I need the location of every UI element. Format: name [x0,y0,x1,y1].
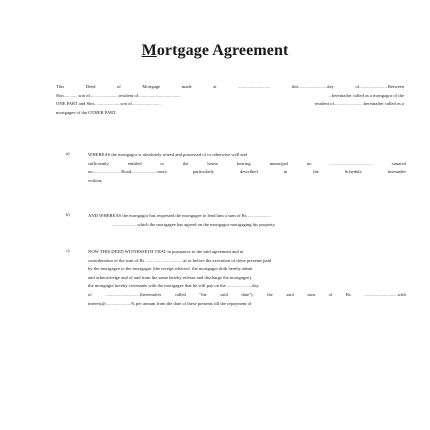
clause-a [88,151,406,185]
clause-line [88,282,406,291]
text-segment: NOW THIS DEED WITNESSETH THAT in pursuance to the said agreement and in [88,249,244,254]
text-segment: Shri.............son of.........................resident of..................................... [56,92,181,98]
text-segment: ......................which the mortgagee has agreed on the mortgagor mortgaging his property. [112,221,276,227]
word: sufficiently [88,160,109,166]
word: municipal [269,160,288,166]
word: ..................................... [330,160,373,166]
clause-a-number: a) [66,151,70,156]
document-title [0,42,430,60]
word: described [240,169,258,175]
clause-line [88,257,406,266]
intro-line [56,92,404,101]
word: on.........................Road.......................more [88,169,167,175]
word: ............................ [238,84,271,89]
intro-line [56,83,404,92]
word: of.........................Between [355,84,404,89]
word: situated [391,160,406,166]
word: of [328,291,333,297]
text-segment: ...hereinafter called as a mortgagor of the [328,92,404,98]
word: of [116,84,121,89]
word: hereunder [387,169,406,175]
text-segment: AND WHEREAS the mortgagor has requested the mortgagee to lend him a sum of Rs .................... [88,213,271,218]
word: in [283,169,288,175]
clause-line [88,168,406,177]
text-segment: resident of..........................hereinafter called as a [314,101,404,107]
clause-line [88,274,406,283]
clause-line [88,300,406,309]
clause-line [88,248,406,257]
word: at [213,84,217,89]
word: Schedule [344,169,362,175]
clause-line [88,151,406,160]
clause-c [88,248,406,308]
word: made [181,84,192,89]
clause-line [88,212,406,221]
word: no [306,160,312,166]
clause-b [88,212,406,229]
clause-line [88,265,406,274]
text-segment: mortgagee of the OTHER PART. [56,109,117,115]
clause-line [88,221,406,230]
clause-c-number: c) [66,248,70,253]
text-segment: consideration of the sum of Rs .................................at or before the execution of these presents paid [88,257,272,263]
text-segment: WHEREAS the mortgagor is absolutely seized and possessed of or otherwise well and [88,152,247,157]
word: "the [199,291,207,297]
word: the [313,169,319,175]
word: the [182,160,189,166]
word: the [267,291,273,297]
word: Mortgage [142,84,161,89]
word: ..............................(hereinafter [105,291,162,297]
word: of [88,291,92,297]
word: particularly [192,169,215,175]
text-segment: and acknowledge and of and from the same hereby release and discharge the mortgagee), [88,274,252,280]
word: said [220,291,228,297]
word: to [160,160,164,166]
title-rest: ortgage Agreement [156,42,289,59]
word: sum [307,291,315,297]
word: this.........................day [291,84,334,89]
word: bearing [236,160,251,166]
word: Rs [345,291,351,297]
word: entitled [127,160,142,166]
clause-line [88,177,406,186]
text-segment: ONE PART and Shri.......................son of......................... [56,101,161,107]
intro-line [56,109,404,118]
word: said [286,291,294,297]
intro-paragraph [56,83,404,117]
word: date"), [241,291,254,297]
clause-line [88,291,406,300]
word: This [56,84,65,89]
title-first-letter: M [141,42,157,59]
word: .............................with [364,291,406,297]
clause-line [88,160,406,169]
word: called [174,291,186,297]
word: house [207,160,219,166]
word: Deed [85,84,96,89]
clause-b-number: b) [66,212,70,217]
text-segment: interest@......................% per annum from the date of these presents till the repayment of [88,300,252,306]
text-segment: by the mortgagee to the mortgagor (the receipt whereof, the mortgagor doth hereby admit [88,266,253,272]
intro-line [56,100,404,109]
text-segment: written; [88,177,103,183]
text-segment: the mortgagor hereby covenants with the mortgagee that he will pay on the ......................day [88,283,259,289]
